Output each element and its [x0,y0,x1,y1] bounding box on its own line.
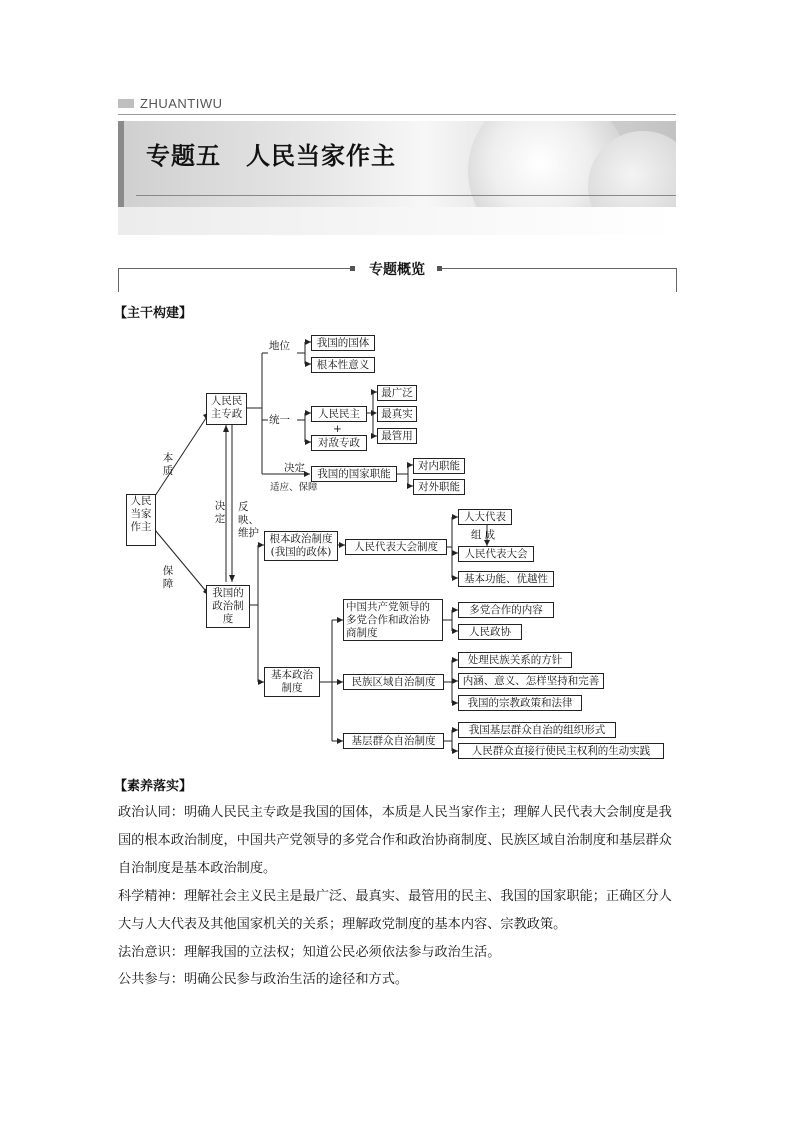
literacy-key: 科学精神： [118,889,184,904]
page-title: 专题五 人民当家作主 [146,142,396,170]
democracy-node: 人民民主 [311,406,367,422]
plus-label: + [333,423,342,435]
enemy-node: 对敌专政 [311,435,367,451]
status-label: 地位 [269,340,290,352]
literacy-text: 明确公民参与政治生活的途径和方式。 [183,972,409,987]
root-system-node: 根本政治制度(我国的政体) [264,531,338,561]
edge-decide-label: 决定 [214,500,226,525]
widest-node: 最广泛 [377,385,417,401]
root-node: 人民当家作主 [126,494,156,546]
external-node: 对外职能 [413,479,465,495]
literacy-item-science [118,883,678,939]
literacy-heading: 【素养落实】 [114,779,193,794]
literacy-item-law [118,939,678,967]
literacy-text: 理解社会主义民主是最广泛、最真实、最管用的民主、我国的国家职能；正确区分人大与人大代表及其他国家机关的关系；理解政党制度的基本内容、宗教政策。 [118,889,672,932]
cpc-system-node: 中国共产党领导的多党合作和政治协商制度 [343,599,443,641]
basic-system-node: 基本政治制度 [264,667,320,697]
adapt-label: 适应、保障 [270,482,318,493]
multi-party-node: 多党合作的内容 [458,602,554,618]
grassroots-form-node: 我国基层群众自治的组织形式 [458,722,616,738]
ethnic-policy-node: 处理民族关系的方针 [458,652,572,668]
religion-node: 我国的宗教政策和法律 [458,695,582,711]
literacy-key: 公共参与： [118,972,184,987]
literacy-text: 明确人民民主专政是我国的国体，本质是人民当家作主；理解人民代表大会制度是我国的根本政治制度，中国共产党领导的多党合作和政治协商制度、民族区域自治制度和基层群众自治制度是基本政治制度。 [118,805,672,876]
edge-reflect-label: 反映、维护 [238,501,259,539]
literacy-key: 法治意识： [118,945,184,960]
literacy-text: 理解我国的立法权；知道公民必须依法参与政治生活。 [183,945,501,960]
ethnic-node: 民族区域自治制度 [343,674,444,690]
grassroots-practice-node: 人民群众直接行使民主权利的生动实践 [458,743,664,759]
internal-node: 对内职能 [413,458,465,474]
deputies-node: 人大代表 [458,509,512,525]
decide2-label: 决定 [284,462,305,474]
header-tag: ZHUANTIWU [140,96,223,111]
edge-essence-label: 本质 [162,452,174,477]
dictatorship-node: 人民民主专政 [206,393,247,425]
edge-guarantee-label: 保障 [162,565,174,590]
function-node: 我国的国家职能 [311,466,397,482]
realest-node: 最真实 [377,406,417,422]
grassroots-node: 基层群众自治制度 [343,733,444,749]
literacy-item-political [118,799,678,883]
npc-node: 人民代表大会 [458,546,534,562]
literacy-key: 政治认同： [118,805,184,820]
political-system-node: 我国的政治制度 [206,585,250,628]
compose-label: 组成 [471,529,498,541]
npc-system-node: 人民代表大会制度 [345,539,447,555]
cppcc-node: 人民政协 [458,624,522,640]
main-structure-heading: 【主干构建】 [114,306,193,321]
fundamental-node: 根本性意义 [311,357,375,373]
npc-features-node: 基本功能、优越性 [458,571,554,587]
ethnic-meaning-node: 内涵、意义、怎样坚持和完善 [458,673,604,689]
usable-node: 最管用 [377,428,417,444]
literacy-item-public [118,966,678,994]
overview-title: 专题概览 [353,259,441,279]
unity-label: 统一 [269,414,290,426]
guoti-node: 我国的国体 [311,335,375,351]
